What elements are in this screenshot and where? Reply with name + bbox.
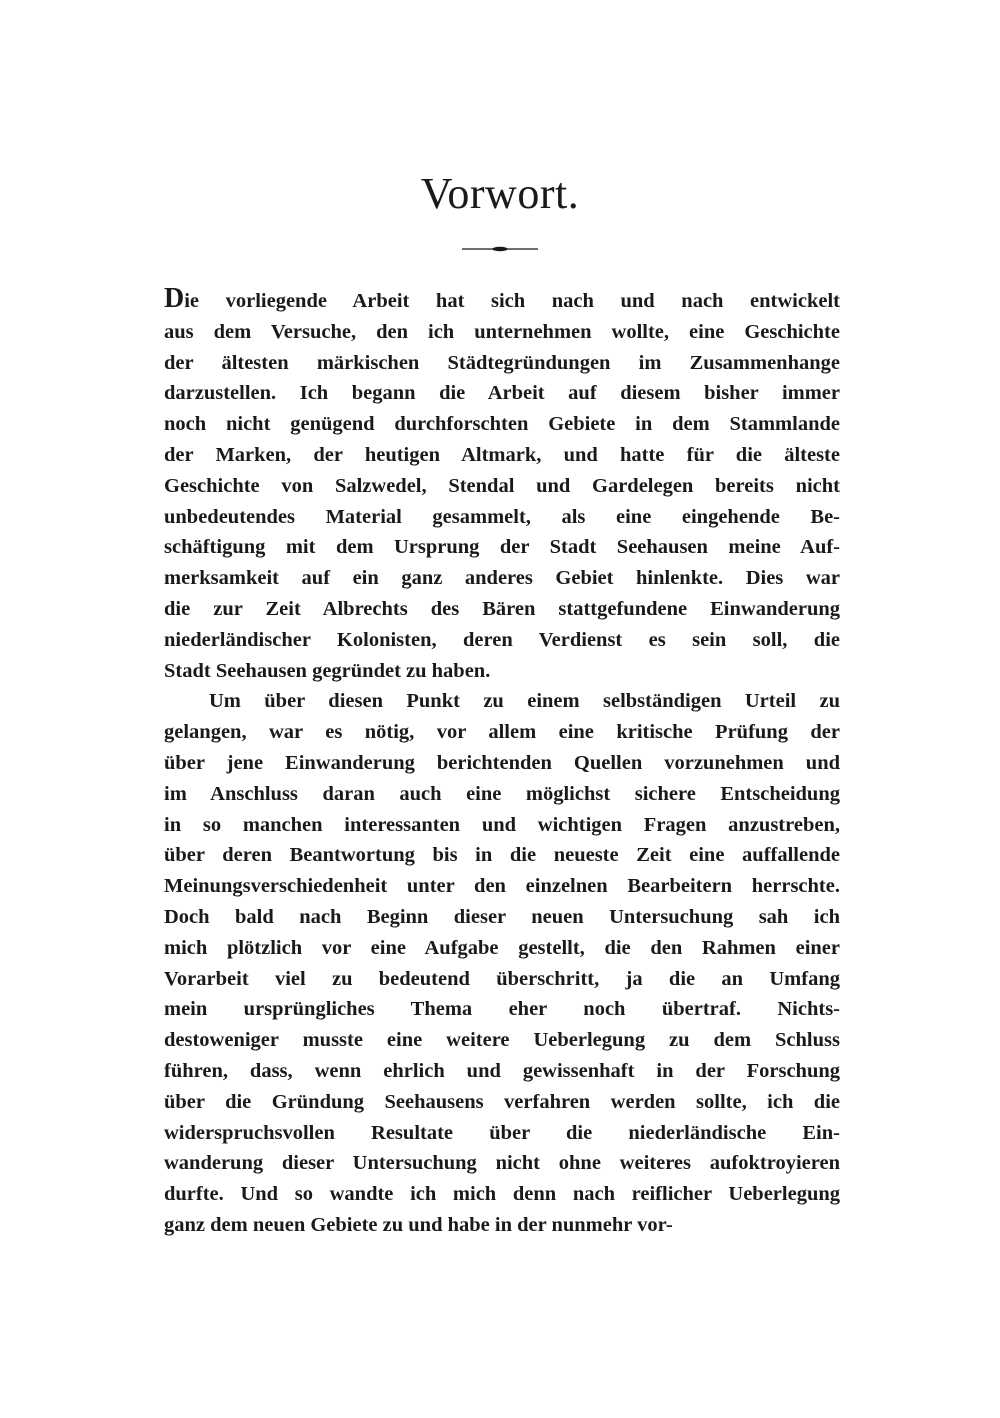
- text-line: Meinungsverschiedenheit unter den einzelnen Bearbeitern herrschte.: [164, 875, 840, 898]
- text-line: schäftigung mit dem Ursprung der Stadt Seehausen meine Auf-: [164, 536, 840, 559]
- text-line: destoweniger musste eine weitere Ueberlegung zu dem Schluss: [164, 1029, 840, 1052]
- text-line: widerspruchsvollen Resultate über die niederländische Ein-: [164, 1121, 840, 1144]
- text-line: Doch bald nach Beginn dieser neuen Untersuchung sah ich: [164, 905, 840, 928]
- text-line: Um über diesen Punkt zu einem selbständigen Urteil zu: [209, 690, 840, 713]
- text-line: Geschichte von Salzwedel, Stendal und Gardelegen bereits nicht: [164, 474, 840, 497]
- text-line: führen, dass, wenn ehrlich und gewissenhaft in der Forschung: [164, 1059, 840, 1082]
- text-line: über jene Einwanderung berichtenden Quellen vorzunehmen und: [164, 751, 840, 774]
- text-line: über deren Beantwortung bis in die neueste Zeit eine auffallende: [164, 844, 840, 867]
- text-line: ganz dem neuen Gebiete zu und habe in der nunmehr vor-: [164, 1213, 673, 1236]
- text-line: wanderung dieser Untersuchung nicht ohne weiteres aufoktroyieren: [164, 1152, 840, 1175]
- text-line: Stadt Seehausen gegründet zu haben.: [164, 659, 491, 682]
- text-line: darzustellen. Ich begann die Arbeit auf diesem bisher immer: [164, 382, 840, 405]
- ornament-divider-icon: [462, 246, 538, 252]
- text-line: über die Gründung Seehausens verfahren werden sollte, ich die: [164, 1090, 840, 1113]
- text-line: der Marken, der heutigen Altmark, und hatte für die älteste: [164, 443, 840, 466]
- text-line: niederländischer Kolonisten, deren Verdienst es sein soll, die: [164, 628, 840, 651]
- text-line: mein ursprüngliches Thema eher noch übertraf. Nichts-: [164, 998, 840, 1021]
- text-line: Vorarbeit viel zu bedeutend überschritt, ja die an Umfang: [164, 967, 840, 990]
- body-text: [164, 283, 840, 1241]
- text-line: durfte. Und so wandte ich mich denn nach reiflicher Ueberlegung: [164, 1183, 840, 1206]
- text-line-content: ie vorliegende Arbeit hat sich nach und nach entwickelt: [184, 290, 840, 312]
- drop-cap: D: [164, 283, 185, 314]
- text-line: unbedeutendes Material gesammelt, als eine eingehende Be-: [164, 505, 840, 528]
- text-line: [164, 283, 840, 317]
- page-title: Vorwort.: [420, 169, 580, 218]
- text-line: gelangen, war es nötig, vor allem eine kritische Prüfung der: [164, 721, 840, 744]
- text-line: mich plötzlich vor eine Aufgabe gestellt, die den Rahmen einer: [164, 936, 840, 959]
- text-line: die zur Zeit Albrechts des Bären stattgefundene Einwanderung: [164, 597, 840, 620]
- text-line: aus dem Versuche, den ich unternehmen wollte, eine Geschichte: [164, 320, 840, 343]
- text-line: in so manchen interessanten und wichtigen Fragen anzustreben,: [164, 813, 840, 836]
- text-line: im Anschluss daran auch eine möglichst sichere Entscheidung: [164, 782, 840, 805]
- text-line: der ältesten märkischen Städtegründungen im Zusammenhange: [164, 351, 840, 374]
- text-line: merksamkeit auf ein ganz anderes Gebiet hinlenkte. Dies war: [164, 567, 840, 590]
- text-line: noch nicht genügend durchforschten Gebiete in dem Stammlande: [164, 413, 840, 436]
